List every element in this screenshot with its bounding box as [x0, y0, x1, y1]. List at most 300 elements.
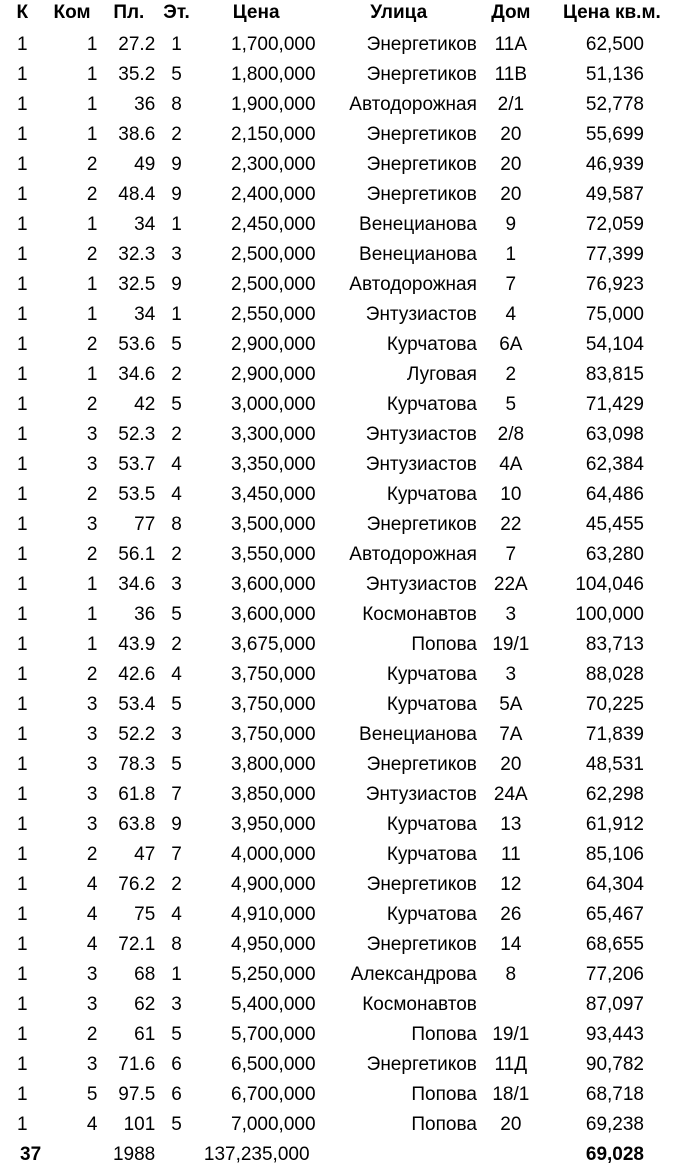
- cell-house: 8: [505, 964, 517, 985]
- cell-rooms: 1: [86, 34, 98, 55]
- cell-price-per-sqm: 63,280: [585, 544, 644, 565]
- cell-k: 1: [17, 1114, 28, 1135]
- cell-price-per-sqm: 61,912: [585, 814, 644, 835]
- cell-price: 3,000,000: [231, 394, 316, 415]
- cell-rooms: 1: [86, 274, 98, 295]
- cell-street: Энергетиков: [366, 64, 477, 85]
- cell-street: Венецианова: [359, 244, 477, 265]
- table-row: [0, 780, 690, 810]
- total-rooms-empty: [45, 1140, 100, 1170]
- cell-price: 6,500,000: [231, 1054, 316, 1075]
- cell-price-per-sqm: 76,923: [585, 274, 644, 295]
- cell-street: Энтузиастов: [365, 454, 477, 475]
- cell-floor: 5: [171, 754, 182, 775]
- cell-rooms: 1: [86, 94, 98, 115]
- cell-street: Энергетиков: [366, 934, 477, 955]
- cell-floor: 4: [171, 904, 182, 925]
- cell-street: Курчатова: [386, 904, 477, 925]
- cell-street: Курчатова: [386, 334, 477, 355]
- cell-street: Венецианова: [359, 214, 477, 235]
- table-row: [0, 1110, 690, 1140]
- cell-price-per-sqm: 85,106: [585, 844, 644, 865]
- cell-area: 52.3: [118, 424, 156, 445]
- total-house-empty: [480, 1140, 542, 1170]
- table-header: [0, 0, 690, 30]
- cell-price-per-sqm: 52,778: [585, 94, 644, 115]
- cell-street: Венецианова: [359, 724, 477, 745]
- header-rooms: Ком: [53, 2, 91, 23]
- cell-k: 1: [17, 1054, 28, 1075]
- cell-house: 19/1: [492, 1024, 530, 1045]
- cell-price-per-sqm: 64,304: [585, 874, 644, 895]
- cell-price: 5,250,000: [231, 964, 316, 985]
- cell-house: 22: [500, 514, 522, 535]
- cell-k: 1: [17, 34, 28, 55]
- cell-area: 63.8: [118, 814, 156, 835]
- cell-k: 1: [17, 514, 28, 535]
- cell-k: 1: [17, 1084, 28, 1105]
- cell-k: 1: [17, 244, 28, 265]
- cell-price: 1,900,000: [231, 94, 316, 115]
- cell-price-per-sqm: 71,839: [585, 724, 644, 745]
- cell-rooms: 1: [86, 364, 98, 385]
- cell-street: Курчатова: [386, 844, 477, 865]
- cell-price: 3,500,000: [231, 514, 316, 535]
- cell-street: Курчатова: [386, 664, 477, 685]
- table-row: [0, 750, 690, 780]
- cell-price-per-sqm: 83,713: [585, 634, 644, 655]
- cell-price-per-sqm: 65,467: [585, 904, 644, 925]
- cell-rooms: 2: [86, 484, 98, 505]
- cell-k: 1: [17, 724, 28, 745]
- cell-area: 34: [134, 214, 156, 235]
- cell-price-per-sqm: 83,815: [585, 364, 644, 385]
- cell-street: Попова: [411, 634, 477, 655]
- cell-house: 11А: [494, 34, 528, 55]
- cell-area: 71.6: [118, 1054, 156, 1075]
- cell-area: 53.4: [118, 694, 156, 715]
- cell-k: 1: [17, 964, 28, 985]
- cell-rooms: 1: [86, 604, 98, 625]
- cell-street: Курчатова: [386, 394, 477, 415]
- cell-k: 1: [17, 994, 28, 1015]
- cell-price: 3,600,000: [231, 574, 316, 595]
- table-row: [0, 150, 690, 180]
- cell-house: 14: [500, 934, 522, 955]
- cell-price-per-sqm: 68,718: [585, 1084, 644, 1105]
- cell-area: 78.3: [118, 754, 156, 775]
- cell-rooms: 2: [86, 334, 98, 355]
- table-row: [0, 60, 690, 90]
- cell-price: 4,000,000: [231, 844, 316, 865]
- table-row: [0, 330, 690, 360]
- cell-floor: 5: [171, 1024, 182, 1045]
- cell-rooms: 3: [86, 814, 98, 835]
- cell-price: 2,300,000: [231, 154, 316, 175]
- cell-street: Курчатова: [386, 814, 477, 835]
- table-row: [0, 510, 690, 540]
- table-footer: [0, 1140, 690, 1170]
- cell-k: 1: [17, 184, 28, 205]
- cell-price: 6,700,000: [231, 1084, 316, 1105]
- cell-floor: 3: [171, 574, 182, 595]
- cell-area: 42: [134, 394, 156, 415]
- table-row: [0, 930, 690, 960]
- cell-house: 1: [505, 244, 517, 265]
- cell-floor: 5: [171, 334, 182, 355]
- cell-street: Энтузиастов: [365, 424, 477, 445]
- cell-house: 2/8: [497, 424, 525, 445]
- cell-k: 1: [17, 784, 28, 805]
- cell-street: Энергетиков: [366, 34, 477, 55]
- cell-floor: 5: [171, 1114, 182, 1135]
- cell-house: 12: [500, 874, 522, 895]
- cell-street: Энергетиков: [366, 124, 477, 145]
- cell-house: 3: [505, 664, 517, 685]
- cell-k: 1: [17, 394, 28, 415]
- cell-k: 1: [17, 874, 28, 895]
- cell-price-per-sqm: 75,000: [585, 304, 644, 325]
- cell-price-per-sqm: 69,238: [585, 1114, 644, 1135]
- cell-area: 38.6: [118, 124, 156, 145]
- cell-street: Энергетиков: [366, 184, 477, 205]
- cell-house: 19/1: [492, 634, 530, 655]
- cell-rooms: 3: [86, 424, 98, 445]
- cell-price: 3,675,000: [231, 634, 316, 655]
- cell-price-per-sqm: 71,429: [585, 394, 644, 415]
- cell-area: 61.8: [118, 784, 156, 805]
- cell-area: 53.5: [118, 484, 156, 505]
- cell-area: 61: [134, 1024, 156, 1045]
- cell-rooms: 2: [86, 1024, 98, 1045]
- cell-floor: 6: [171, 1054, 182, 1075]
- cell-price: 7,000,000: [231, 1114, 316, 1135]
- cell-k: 1: [17, 754, 28, 775]
- cell-rooms: 2: [86, 664, 98, 685]
- cell-k: 1: [17, 274, 28, 295]
- header-price: Цена: [232, 2, 280, 23]
- table-row: [0, 570, 690, 600]
- cell-price-per-sqm: 51,136: [585, 64, 644, 85]
- cell-house: 20: [500, 124, 522, 145]
- table-row: [0, 90, 690, 120]
- cell-area: 43.9: [118, 634, 156, 655]
- cell-floor: 2: [171, 634, 182, 655]
- cell-house: 18/1: [492, 1084, 530, 1105]
- cell-price: 2,150,000: [231, 124, 316, 145]
- cell-price-per-sqm: 63,098: [585, 424, 644, 445]
- cell-price-per-sqm: 77,399: [585, 244, 644, 265]
- cell-rooms: 3: [86, 694, 98, 715]
- cell-k: 1: [17, 334, 28, 355]
- cell-house: 7: [505, 274, 517, 295]
- cell-price: 2,900,000: [231, 364, 316, 385]
- cell-price: 3,750,000: [231, 724, 316, 745]
- cell-floor: 2: [171, 124, 182, 145]
- table-row: [0, 810, 690, 840]
- table-row: [0, 960, 690, 990]
- cell-price: 3,750,000: [231, 664, 316, 685]
- cell-house: 20: [500, 184, 522, 205]
- cell-rooms: 1: [86, 574, 98, 595]
- cell-rooms: 1: [86, 214, 98, 235]
- cell-area: 101: [123, 1114, 156, 1135]
- cell-house: 13: [500, 814, 522, 835]
- cell-price: 4,910,000: [231, 904, 316, 925]
- cell-house: 3: [505, 604, 517, 625]
- cell-house: 26: [500, 904, 522, 925]
- cell-price: 3,350,000: [231, 454, 316, 475]
- cell-price-per-sqm: 88,028: [585, 664, 644, 685]
- cell-rooms: 2: [86, 394, 98, 415]
- cell-rooms: 1: [86, 634, 98, 655]
- cell-area: 75: [134, 904, 156, 925]
- cell-price-per-sqm: 55,699: [585, 124, 644, 145]
- header-k: К: [16, 2, 29, 23]
- cell-price: 2,500,000: [231, 274, 316, 295]
- cell-house: 11: [500, 844, 521, 865]
- table-row: [0, 900, 690, 930]
- cell-rooms: 3: [86, 964, 98, 985]
- cell-floor: 5: [171, 694, 182, 715]
- cell-price: 2,450,000: [231, 214, 316, 235]
- cell-house: 20: [500, 1114, 522, 1135]
- cell-floor: 2: [171, 874, 182, 895]
- cell-k: 1: [17, 814, 28, 835]
- cell-street: Энергетиков: [366, 754, 477, 775]
- cell-house: 7: [505, 544, 517, 565]
- cell-floor: 5: [171, 394, 182, 415]
- cell-floor: 8: [171, 94, 182, 115]
- cell-price-per-sqm: 62,384: [585, 454, 644, 475]
- cell-house: 9: [505, 214, 517, 235]
- total-street-empty: [318, 1140, 480, 1170]
- cell-k: 1: [17, 304, 28, 325]
- header-floor: Эт.: [163, 2, 190, 23]
- table-row: [0, 1050, 690, 1080]
- cell-k: 1: [17, 484, 28, 505]
- cell-floor: 2: [171, 544, 182, 565]
- cell-price: 3,450,000: [231, 484, 316, 505]
- cell-price-per-sqm: 45,455: [585, 514, 644, 535]
- cell-k: 1: [17, 94, 28, 115]
- table-row: [0, 240, 690, 270]
- cell-price: 2,400,000: [231, 184, 316, 205]
- cell-floor: 4: [171, 484, 182, 505]
- cell-price: 1,800,000: [231, 64, 316, 85]
- cell-house: 10: [500, 484, 522, 505]
- cell-price: 3,800,000: [231, 754, 316, 775]
- table-row: [0, 990, 690, 1020]
- cell-house: 5А: [499, 694, 523, 715]
- cell-price-per-sqm: 62,298: [585, 784, 644, 805]
- header-area: Пл.: [113, 2, 145, 23]
- cell-floor: 9: [171, 184, 182, 205]
- cell-house: 7А: [499, 724, 523, 745]
- totals-row: [0, 1140, 690, 1170]
- cell-street: Александрова: [350, 964, 477, 985]
- cell-street: Энергетиков: [366, 154, 477, 175]
- cell-house: 20: [500, 154, 522, 175]
- cell-k: 1: [17, 844, 28, 865]
- total-area: 1988: [112, 1144, 156, 1165]
- cell-street: Энтузиастов: [365, 574, 477, 595]
- cell-k: 1: [17, 544, 28, 565]
- cell-k: 1: [17, 1024, 28, 1045]
- cell-street: Энтузиастов: [365, 304, 477, 325]
- cell-street: Энергетиков: [366, 1054, 477, 1075]
- cell-street: Энергетиков: [366, 874, 477, 895]
- cell-rooms: 5: [86, 1084, 98, 1105]
- average-price-per-sqm: 69,028: [585, 1144, 644, 1165]
- cell-floor: 2: [171, 364, 182, 385]
- table-row: [0, 840, 690, 870]
- cell-street: Автодорожная: [349, 274, 477, 295]
- cell-price: 5,700,000: [231, 1024, 316, 1045]
- cell-rooms: 3: [86, 514, 98, 535]
- cell-rooms: 3: [86, 1054, 98, 1075]
- cell-k: 1: [17, 424, 28, 445]
- cell-floor: 3: [171, 994, 182, 1015]
- cell-area: 32.5: [118, 274, 156, 295]
- cell-price-per-sqm: 46,939: [585, 154, 644, 175]
- cell-rooms: 2: [86, 184, 98, 205]
- table-body: [0, 30, 690, 1140]
- cell-price: 3,850,000: [231, 784, 316, 805]
- cell-k: 1: [17, 574, 28, 595]
- cell-area: 42.6: [118, 664, 156, 685]
- cell-area: 76.2: [118, 874, 156, 895]
- cell-floor: 2: [171, 424, 182, 445]
- cell-floor: 4: [171, 664, 182, 685]
- cell-area: 34.6: [118, 574, 156, 595]
- cell-area: 68: [134, 964, 156, 985]
- cell-k: 1: [17, 634, 28, 655]
- cell-k: 1: [17, 604, 28, 625]
- table-row: [0, 420, 690, 450]
- cell-area: 53.7: [118, 454, 156, 475]
- cell-street: Энергетиков: [366, 514, 477, 535]
- cell-area: 49: [134, 154, 156, 175]
- cell-area: 32.3: [118, 244, 156, 265]
- cell-price: 4,950,000: [231, 934, 316, 955]
- cell-area: 53.6: [118, 334, 156, 355]
- cell-area: 97.5: [118, 1084, 156, 1105]
- cell-floor: 3: [171, 244, 182, 265]
- cell-price: 2,550,000: [231, 304, 316, 325]
- cell-house: 24А: [493, 784, 528, 805]
- cell-area: 77: [134, 514, 156, 535]
- cell-floor: 1: [171, 214, 182, 235]
- table-row: [0, 690, 690, 720]
- cell-house: 4А: [499, 454, 523, 475]
- table-row: [0, 360, 690, 390]
- cell-rooms: 3: [86, 784, 98, 805]
- cell-floor: 5: [171, 604, 182, 625]
- cell-k: 1: [17, 124, 28, 145]
- cell-house: 6А: [499, 334, 523, 355]
- cell-area: 48.4: [118, 184, 156, 205]
- cell-rooms: 3: [86, 754, 98, 775]
- cell-price-per-sqm: 68,655: [585, 934, 644, 955]
- table-row: [0, 300, 690, 330]
- cell-price: 4,900,000: [231, 874, 316, 895]
- cell-area: 34.6: [118, 364, 156, 385]
- total-count: 37: [20, 1144, 42, 1165]
- cell-rooms: 2: [86, 844, 98, 865]
- cell-floor: 9: [171, 154, 182, 175]
- cell-rooms: 4: [86, 934, 98, 955]
- cell-rooms: 1: [86, 124, 98, 145]
- cell-street: Энтузиастов: [365, 784, 477, 805]
- cell-price-per-sqm: 54,104: [585, 334, 644, 355]
- cell-house: 4: [505, 304, 517, 325]
- cell-k: 1: [17, 904, 28, 925]
- cell-house: [480, 990, 542, 1020]
- cell-price: 2,500,000: [231, 244, 316, 265]
- cell-house: 5: [505, 394, 517, 415]
- table-row: [0, 120, 690, 150]
- cell-k: 1: [17, 364, 28, 385]
- table-row: [0, 540, 690, 570]
- table-row: [0, 450, 690, 480]
- cell-rooms: 4: [86, 874, 98, 895]
- cell-rooms: 4: [86, 904, 98, 925]
- cell-floor: 9: [171, 814, 182, 835]
- cell-area: 36: [134, 94, 156, 115]
- cell-k: 1: [17, 154, 28, 175]
- cell-k: 1: [17, 214, 28, 235]
- header-house: Дом: [491, 2, 531, 23]
- cell-price-per-sqm: 49,587: [585, 184, 644, 205]
- cell-k: 1: [17, 664, 28, 685]
- cell-street: Космонавтов: [362, 994, 477, 1015]
- cell-house: 2/1: [497, 94, 525, 115]
- cell-rooms: 3: [86, 994, 98, 1015]
- cell-floor: 8: [171, 934, 182, 955]
- table-row: [0, 630, 690, 660]
- table-row: [0, 1020, 690, 1050]
- cell-price-per-sqm: 72,059: [585, 214, 644, 235]
- cell-floor: 7: [171, 784, 182, 805]
- cell-rooms: 4: [86, 1114, 98, 1135]
- cell-floor: 3: [171, 724, 182, 745]
- cell-floor: 9: [171, 274, 182, 295]
- cell-price: 3,750,000: [231, 694, 316, 715]
- cell-k: 1: [17, 454, 28, 475]
- cell-rooms: 3: [86, 724, 98, 745]
- total-price: 137,235,000: [203, 1144, 310, 1165]
- cell-floor: 6: [171, 1084, 182, 1105]
- cell-price: 3,550,000: [231, 544, 316, 565]
- cell-area: 72.1: [118, 934, 156, 955]
- cell-house: 11В: [494, 64, 528, 85]
- table-row: [0, 480, 690, 510]
- cell-floor: 1: [171, 304, 182, 325]
- cell-street: Курчатова: [386, 694, 477, 715]
- table-row: [0, 600, 690, 630]
- cell-price-per-sqm: 48,531: [585, 754, 644, 775]
- cell-price: 3,300,000: [231, 424, 316, 445]
- cell-price: 3,950,000: [231, 814, 316, 835]
- cell-area: 56.1: [118, 544, 156, 565]
- table-row: [0, 1080, 690, 1110]
- header-street: Улица: [370, 2, 428, 23]
- cell-k: 1: [17, 694, 28, 715]
- cell-house: 22А: [493, 574, 528, 595]
- cell-area: 52.2: [118, 724, 156, 745]
- cell-price-per-sqm: 62,500: [585, 34, 644, 55]
